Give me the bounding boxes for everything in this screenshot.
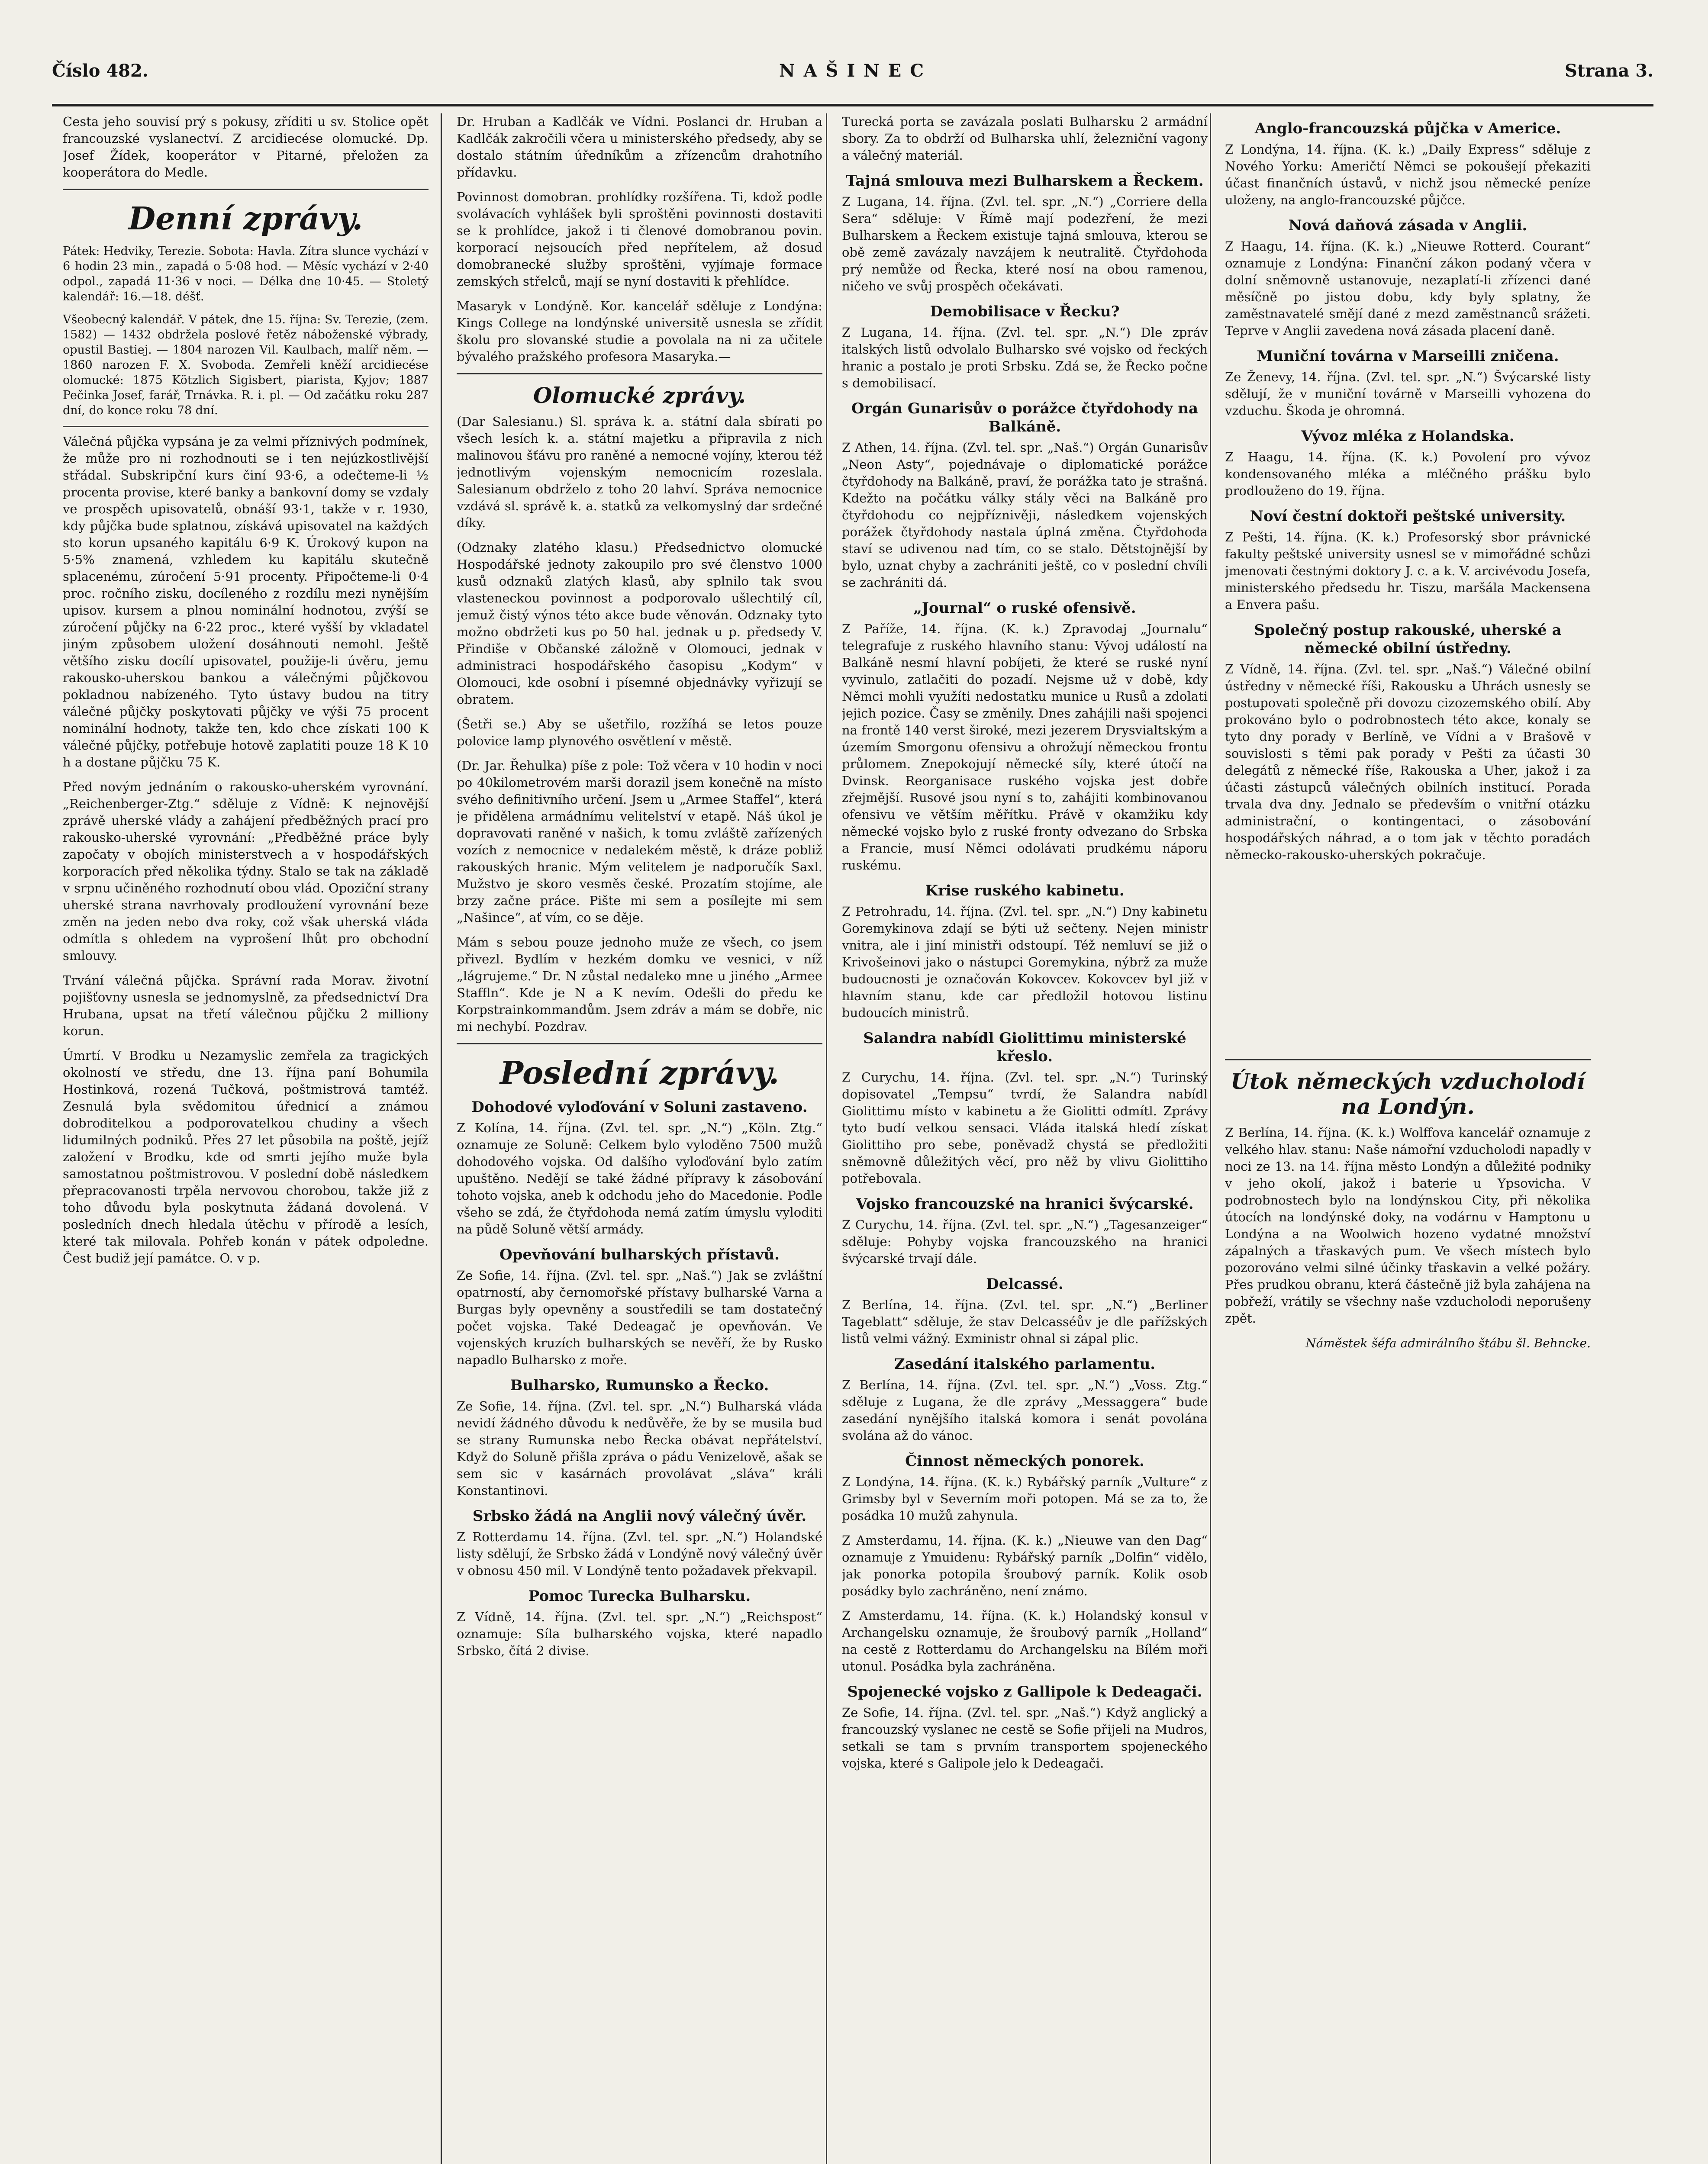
section-rule bbox=[63, 189, 429, 190]
article-paragraph: Ze Sofie, 14. října. (Zvl. tel. spr. „Naš.“) Když anglický a francouzský vyslanec ne cestě se Sofie přijeli na Mudros, setkali se tam s prvním transportem spojeneckého vojska, které s Galipole jelo k Dedeagači. bbox=[842, 1705, 1208, 1771]
article-paragraph: Z Amsterdamu, 14. října. (K. k.) Holandský konsul v Archangelsku oznamuje, že šroubový parník „Holland“ na cestě z Rotterdamu do Archangelsku na Bílém moři utonul. Posádka byla zachráněna. bbox=[842, 1608, 1208, 1674]
article-headline: Tajná smlouva mezi Bulharskem a Řeckem. bbox=[846, 172, 1204, 190]
column-divider bbox=[1210, 113, 1211, 2164]
article-paragraph: Cesta jeho souvisí prý s pokusy, zříditi u sv. Stolice opět francouzské vyslanectví. Z arcidiecése olomucké. Dp. Josef Žídek, kooperátor v Pitarné, přeložen za kooperátora do Medle. bbox=[63, 114, 429, 180]
section-title-denni: Denní zprávy. bbox=[128, 200, 363, 237]
article-headline: Krise ruského kabinetu. bbox=[925, 882, 1125, 899]
article-paragraph: Z Athen, 14. října. (Zvl. tel. spr. „Naš.“) Orgán Gunarisův „Neon Asty“, pojednávaje o diplomatické porážce čtyřdohody na Balkáně, praví, že porážka tato je strašná. Kdežto na počátku války stály věci na Balkáně pro čtyřdohodu co nejpříznivěji, následkem vojenských porážek čtyřdohody nastala úplná změna. Čtyřdohoda staví se udivenou nad tím, co se stalo. Dětstojnější by bylo, uznat chyby a zachrániti ještě, co v poslední chvíli se zachrániti dá. bbox=[842, 440, 1208, 590]
section-rule bbox=[457, 1043, 822, 1044]
article-paragraph: Dr. Hruban a Kadlčák ve Vídni. Poslanci dr. Hruban a Kadlčák zakročili včera u ministerského předsedy, aby se dostalo státním úředníkům a zřízencům drahotního přídavku. bbox=[457, 114, 822, 180]
article-paragraph: Z Rotterdamu 14. října. (Zvl. tel. spr. „N.“) Holandské listy sdělují, že Srbsko žádá v Londýně nový válečný úvěr v obnosu 450 mil. V Londýně tento požadavek překvapil. bbox=[457, 1530, 822, 1578]
blank-space bbox=[1225, 871, 1591, 1053]
article-paragraph: (Odznaky zlatého klasu.) Předsednictvo olomucké Hospodářské jednoty zakoupilo pro své členstvo 1000 kusů odznaků zlatých klasů, aby splnilo tak svou vlasteneckou povinnost a podporovalo ušlechtilý cíl, jemuž čistý výnos této akce bude věnován. Odznaky tyto možno obdržeti kus po 50 hal. jednak u p. předsedy V. Přindiše v Občanské záložně v Olomouci, jednak v administraci hospodářského časopisu „Kodym“ v Olomouci, kde osobní i písemné objednávky vyřizují se obratem. bbox=[457, 540, 822, 707]
page-number: Strana 3. bbox=[1564, 61, 1653, 81]
article-headline-utok: Útok německých vzducholodí na Londýn. bbox=[1231, 1069, 1585, 1119]
article-paragraph: Mám s sebou pouze jednoho muže ze všech, co jsem přivezl. Bydlím v hezkém domku ve vesnici, v níž „lágrujeme.“ Dr. N zůstal nedaleko mne u jiného „Armee Staffln“. Kde je N a K nevím. Odešli do předu ke Korpstrainkommandům. Jsem zdráv a mám se dobře, nic mi nechybí. Pozdrav. bbox=[457, 935, 822, 1034]
column-2 bbox=[457, 113, 822, 2164]
article-headline: Opevňování bulharských přístavů. bbox=[499, 1246, 780, 1263]
column-1 bbox=[63, 113, 429, 2164]
article-paragraph: Masaryk v Londýně. Kor. kancelář sděluje z Londýna: Kings College na londýnské universitě usnesla se zřídit školu pro slovanské studie a povolala na ni za učitele bývalého pražského profesora Masaryka.— bbox=[457, 299, 822, 364]
masthead-title: NAŠINEC bbox=[779, 61, 933, 81]
article-paragraph: Úmrtí. V Brodku u Nezamyslic zemřela za tragických okolností ve středu, dne 13. října paní Bohumila Hostinková, rozená Tučková, poštmistrová tamtéž. Zesnulá byla svědomitou úřednicí a známou dobroditelkou a podporovatelkou chudiny a všech lidumilných podniků. Přes 27 let působila na poště, jejíž založení v Brodku, kde od smrti jejího muže byla samostatnou poštmistrovou. V poslední době následkem přepracovanosti trpěla nervovou chorobou, takže již z toho důvodu byla poskytnuta žádaná dovolená. V posledních dnech hledala útěchu v přírodě a lesích, které tak milovala. Pohřeb konán v pátek odpoledne. Čest budiž její památce. O. v p. bbox=[63, 1048, 429, 1266]
article-headline: Pomoc Turecka Bulharsku. bbox=[528, 1588, 751, 1605]
article-headline: Dohodové vyloďování v Soluni zastaveno. bbox=[471, 1098, 808, 1116]
article-paragraph: Z Lugana, 14. října. (Zvl. tel. spr. „N.“) Dle zpráv italských listů odvolalo Bulharsko své vojsko od řeckých hranic a postalo je proti Srbsku. Zdá se, že Řecko počne s demobilisací. bbox=[842, 325, 1208, 390]
article-headline: Muniční továrna v Marseilli zničena. bbox=[1257, 348, 1559, 365]
article-paragraph: Turecká porta se zavázala poslati Bulharsku 2 armádní sbory. Za to obdrží od Bulharska uhlí, železniční vagony a válečný materiál. bbox=[842, 114, 1208, 163]
calendar-paragraph: Všeobecný kalendář. V pátek, dne 15. října: Sv. Terezie, (zem. 1582) — 1432 obdržela poslové řetěz náboženské výbrady, opustil Bastiej. — 1804 narozen Vil. Kaulbach, malíř něm. — 1860 narozen F. X. Svoboda. Zemřeli kněží arcidiecése olomucké: 1875 Kötzlich Sigisbert, piarista, Kyjov; 1887 Pečinka Josef, farář, Trnávka. R. i. pl. — Od začátku roku 287 dní, do konce roku 78 dní. bbox=[63, 313, 429, 417]
article-headline: Salandra nabídl Giolittimu ministerské křeslo. bbox=[863, 1030, 1186, 1065]
article-paragraph: Z Vídně, 14. října. (Zvl. tel. spr. „Naš.“) Válečné obilní ústředny v německé říši, Rakousku a Uhrách usnesly se postupovati společně při dovozu cizozemského obilí. Aby prokováno bylo o podrobnostech této akce, konaly se tyto dny porady v Berlíně, ve Vídni a v Brašově v souvislosti s těmi pak porady v Pešti za účasti 30 delegátů z německé říše, Rakouska a Uher, jakož i za účasti zástupců válečných obilních institucí. Porada trvala dva dny. Jednalo se především o vnitřní otázku administrační, o kontingentaci, o zásobování hospodářských náhrad, a o tom jak v těchto poradách německo-rakousko-uherských pokračuje. bbox=[1225, 662, 1591, 862]
article-paragraph: Z Curychu, 14. října. (Zvl. tel. spr. „N.“) Turinský dopisovatel „Tempsu“ tvrdí, že Salandra nabídl Giolittimu místo v kabinetu a že Giolitti odmítl. Zprávy tyto budí velkou sensaci. Vláda italská hledí získat Giolittiho pro sebe, poněvadž chystá se předložiti sněmovně důležitých věcí, pro něž by vlivu Giolittiho potřebovala. bbox=[842, 1070, 1208, 1186]
page-header bbox=[52, 61, 1653, 91]
article-paragraph: Z Lugana, 14. října. (Zvl. tel. spr. „N.“) „Corriere della Sera“ sděluje: V Římě mají podezření, že mezi Bulharskem a Řeckem existuje tajná smlouva, kterou se obě země zavázaly navzájem k neutralitě. Čtyřdohoda prý nemůže od Řecka, které nosí na obou ramenou, ničeho ve svůj prospěch očekávati. bbox=[842, 194, 1208, 293]
article-paragraph: (Šetři se.) Aby se ušetřilo, rozžíhá se letos pouze polovice lamp plynového osvětlení v městě. bbox=[457, 717, 822, 748]
signature-line: Náměstek šéfa admirálního štábu šl. Behncke. bbox=[1305, 1336, 1591, 1350]
article-paragraph: Z Londýna, 14. října. (K. k.) Rybářský parník „Vulture“ z Grimsby byl v Severním moři potopen. Má se za to, že posádka 10 mužů zahynula. bbox=[842, 1475, 1208, 1523]
article-paragraph: Před novým jednáním o rakousko-uherském vyrovnání. „Reichenberger-Ztg.“ sděluje z Vídně: K nejnovější zprávě uherské vlády a zahájení předběžných prací pro rakousko-uherské vyrovnání: „Předběžné práce byly započaty v obojích ministerstvech a v hospodářských korporacích před několika týdny. Stalo se tak na základě v srpnu učiněného rozhodnutí obou vlád. Opoziční strany uherské strana navrhovaly prodloužení vyrovnání beze změn na jeden nebo dva roky, což však uherská vláda odmítla s ohledem na vyprošení lhůt pro obchodní smlouvy. bbox=[63, 779, 429, 963]
article-headline: Spojenecké vojsko z Gallipole k Dedeagači. bbox=[847, 1683, 1202, 1700]
article-headline: Nová daňová zásada v Anglii. bbox=[1288, 217, 1528, 234]
article-headline: Demobilisace v Řecku? bbox=[930, 303, 1120, 320]
article-paragraph: Z Curychu, 14. října. (Zvl. tel. spr. „N.“) „Tagesanzeiger“ sděluje: Pohyby vojska francouzského na hranici švýcarské trvají dále. bbox=[842, 1217, 1208, 1266]
article-paragraph: (Dar Salesianu.) Sl. správa k. a. státní dala sbírati po všech lesích k. a. státní majetku a připravila z nich malinovou šťávu pro raněné a nemocné vojíny, kterou též jednotlivým vojenským nemocnicím rozeslala. Salesianum obdrželo z toho 20 lahví. Správa nemocnice vzdává sl. správě k. a. statků za velkomyslný dar srdečné díky. bbox=[457, 414, 822, 530]
column-divider bbox=[826, 113, 827, 2164]
article-paragraph: Ze Sofie, 14. října. (Zvl. tel. spr. „Naš.“) Jak se zvláštní opatrností, aby černomořské přístavy bulharské Varna a Burgas byly opevněny a soustředili se tam dostatečný počet vojska. Také Dedeagač je opevňován. Ve vojenských kruzích bulharských se nevěří, že by Rusko napadlo Bulharsko z moře. bbox=[457, 1268, 822, 1367]
article-headline: Činnost německých ponorek. bbox=[905, 1452, 1144, 1470]
column-divider bbox=[441, 113, 442, 2164]
issue-number: Číslo 482. bbox=[52, 61, 148, 81]
article-headline: Bulharsko, Rumunsko a Řecko. bbox=[510, 1377, 769, 1394]
article-paragraph: Z Paříže, 14. října. (K. k.) Zpravodaj „Journalu“ telegrafuje z ruského hlavního stanu: Vývoj událostí na Balkáně nesmí hlavní pobíjeti, že které se ruské nyní vyvinulo, zatlačiti do pozadí. Nejsme už v době, kdy Němci mohli využíti nedostatku munice u Rusů a zdolati jejich pozice. Časy se změnily. Dnes zahájili naši spojenci na frontě 140 verst široké, mezi jezerem Drysvialtským a územím Smorgonu ofensivu a ohrožují německou frontu průlomem. Znepokojují německé síly, které útočí na Dvinsk. Reorganisace ruského vojska jest dobře zřejmější. Rusové jsou nyní s to, zahájiti kombinovanou ofensivu ve větším měřítku. Právě v okamžiku kdy německé vojsko bylo z ruské fronty odvezano do Srbska a Francie, musí Němci odolávati prudkému náporu ruskému. bbox=[842, 622, 1208, 873]
article-headline: Společný postup rakouské, uherské a německé obilní ústředny. bbox=[1254, 622, 1562, 657]
section-rule bbox=[1225, 1059, 1591, 1060]
article-paragraph: (Dr. Jar. Řehulka) píše z pole: Tož včera v 10 hodin v noci po 40kilometrovém marši dorazil jsem konečně na místo svého definitivního určení. Jsem u „Armee Staffel“, která je přidělena armádnímu velitelství v etapě. Náš úkol je dopravovati raněné v našich, k tomu zvláště zařízených vozích z nemocnice v nedalekém městě, k dráze pobliž rakouských hranic. Mým velitelem je nadporučík Saxl. Mužstvo je skoro vesměs české. Prozatím stojíme, ale brzy začne práce. Pište mi sem a posílejte mi sem „Našince“, ať vím, co se děje. bbox=[457, 758, 822, 925]
article-headline: Vojsko francouzské na hranici švýcarské. bbox=[856, 1195, 1194, 1213]
article-paragraph: Z Kolína, 14. října. (Zvl. tel. spr. „N.“) „Köln. Ztg.“ oznamuje ze Soluně: Celkem bylo vyloděno 7500 mužů dohodového vojska. Od dalšího vyloďování bylo zatím upuštěno. Nedějí se také žádné přípravy k zásobování tohoto vojska, aneb k odchodu jeho do Macedonie. Podle všeho se zdá, že čtyřdohoda nemá zatím úmyslu vyloditi na půdě Soluně větší armády. bbox=[457, 1121, 822, 1237]
article-paragraph: Ze Sofie, 14. října. (Zvl. tel. spr. „N.“) Bulharská vláda nevidí žádného důvodu k nedůvěře, že by se musila bud se strany Rumunska nebo Řecka obávat nepřátelství. Když do Soluně přišla zpráva o pádu Venizelově, ašak se sem sic v kasárnách provolávat „sláva“ králi Konstantinovi. bbox=[457, 1399, 822, 1498]
column-3 bbox=[842, 113, 1208, 2164]
article-paragraph: Ze Ženevy, 14. října. (Zvl. tel. spr. „N.“) Švýcarské listy sdělují, že v muniční továrně v Marseilli vyhozena do vzduchu. Škoda je ohromná. bbox=[1225, 370, 1591, 418]
article-paragraph: Trvání válečná půjčka. Správní rada Morav. životní pojišťovny usnesla se jednomyslně, za předsednictví Dra Hrubana, upsat na třetí válečnou půjčku 2 milliony korun. bbox=[63, 973, 429, 1038]
section-title-olomucke: Olomucké zprávy. bbox=[533, 383, 746, 408]
article-paragraph: Z Vídně, 14. října. (Zvl. tel. spr. „N.“) „Reichspost“ oznamuje: Síla bulharského vojska, které napadlo Srbsko, čítá 2 divise. bbox=[457, 1610, 822, 1658]
header-rule bbox=[52, 104, 1653, 106]
article-paragraph: Z Berlína, 14. října. (Zvl. tel. spr. „N.“) „Voss. Ztg.“ sděluje z Lugana, že dle zprávy „Messaggera“ bude zasedání nynějšího italská komora i senát povolána svolána až do vánoc. bbox=[842, 1378, 1208, 1443]
article-paragraph: Z Londýna, 14. října. (K. k.) „Daily Express“ sděluje z Nového Yorku: Američtí Němci se pokoušejí překaziti účast finančních ústavů, v nichž jsou německé peníze uloženy, na anglo-francouzské půjčce. bbox=[1225, 142, 1591, 207]
article-headline: Anglo-francouzská půjčka v Americe. bbox=[1254, 120, 1561, 137]
article-paragraph: Povinnost domobran. prohlídky rozšířena. Ti, kdož podle svolávacích vyhlášek byli sproštěni povinnosti dostaviti se k prohlídce, jakož i ti členové domobranou povin. korporací nejsoucích před nepřítelem, až dosud domobranecké služby sproštěni, vyjímaje formace zemských střelců, mají se nyní dostaviti k přehlídce. bbox=[457, 190, 822, 289]
article-headline: Delcassé. bbox=[986, 1275, 1063, 1293]
article-paragraph: Z Petrohradu, 14. října. (Zvl. tel. spr. „N.“) Dny kabinetu Goremykinova zdají se býti už sečteny. Nejen ministr vnitra, ale i jiní ministři odstoupí. Též nemluví se již o Krivošeinovi jako o nástupci Goremykina, nýbrž za muže budoucnosti je označován Kokovcev. Kokovcev byl již v hlavním stanu, kde car předložil hotovou listinu budoucích ministrů. bbox=[842, 904, 1208, 1020]
article-headline: Vývoz mléka z Holandska. bbox=[1301, 428, 1515, 445]
article-paragraph: Z Haagu, 14. října. (K. k.) „Nieuwe Rotterd. Courant“ oznamuje z Londýna: Finanční zákon podaný včera v dolní sněmovně ustanovuje, nezaplatí-li zřízenci dané měsíčně po jistou dobu, kdy byly splatny, že zaměstnavatelé smějí dané z mezd zaměstnanců srážeti. Teprve v Anglii zavedena nová zásada placení daně. bbox=[1225, 239, 1591, 338]
section-rule bbox=[457, 373, 822, 374]
article-headline: Noví čestní doktoři peštské university. bbox=[1250, 508, 1566, 525]
calendar-paragraph: Pátek: Hedviky, Terezie. Sobota: Havla. Zítra slunce vychází v 6 hodin 23 min., zapadá o 5·08 hod. — Měsíc vychází v 2·40 odpol., zapadá 11·36 v noci. — Délka dne 10·45. — Stoletý kalendář: 16.—18. déšť. bbox=[63, 245, 429, 303]
article-headline: Srbsko žádá na Anglii nový válečný úvěr. bbox=[472, 1507, 807, 1525]
article-paragraph: Z Haagu, 14. října. (K. k.) Povolení pro vývoz kondensovaného mléka a mléčného prášku bylo prodlouženo do 19. října. bbox=[1225, 450, 1591, 498]
section-title-posledni: Poslední zprávy. bbox=[500, 1054, 780, 1091]
article-headline: Orgán Gunarisův o porážce čtyřdohody na Balkáně. bbox=[851, 400, 1199, 435]
article-paragraph: Z Berlína, 14. října. (Zvl. tel. spr. „N.“) „Berliner Tageblatt“ sděluje, že stav Delcasséův je dle pařížských listů velmi vážný. Exministr ohnal si zápal plic. bbox=[842, 1298, 1208, 1346]
article-paragraph: Z Berlína, 14. října. (K. k.) Wolffova kancelář oznamuje z velkého hlav. stanu: Naše námořní vzducholodi napadly v noci ze 13. na 14. října město Londýn a důležité podniky v jeho okolí, jakož i baterie u Ypsovicha. V podrobnostech bylo na londýnskou City, při několika útocích na londýnské doky, na vodárnu v Hamptonu u Londýna a na Woolwich hozeno vydatné množství zápalných a třaskavých pum. Ve všech místech bylo pozorováno velmi silné účinky třaskavin a velké požáry. Přes prudkou obranu, která částečně již byla zahájena na pobřeží, vrátily se všechny naše vzducholodi neporušeny zpět. bbox=[1225, 1125, 1591, 1326]
article-headline: Zasedání italského parlamentu. bbox=[894, 1356, 1156, 1373]
article-headline: „Journal“ o ruské ofensivě. bbox=[913, 599, 1136, 617]
column-4 bbox=[1225, 113, 1591, 2164]
article-paragraph: Z Pešti, 14. října. (K. k.) Profesorský sbor právnické fakulty peštské university usnesl se v mimořádné schůzi jmenovati čestnými doktory J. c. a k. V. arcivévodu Josefa, ministerského předsedu hr. Tiszu, maršála Mackensena a Envera pašu. bbox=[1225, 530, 1591, 612]
article-paragraph: Válečná půjčka vypsána je za velmi příznivých podmínek, že může pro ni rozhodnouti se i ten nejúzkostlivější střádal. Subskripční kurs činí 93·6, a odečteme-li ½ procenta provise, které banky a bankovní domy se vzdaly ve prospěch upisovatelů, obnáší 93·1, takže v r. 1930, kdy půjčka bude splatnou, získává upisovatel na každých sto korun upsaného kapitálu 6·9 K. Úrokový kupon na 5·5% znamená, vzhledem ku kapitálu skutečně splacenému, zúročení 5·91 procenty. Připočteme-li 0·4 proc. ročního zisku, docíleného z rozdílu mezi nynějším upisov. kursem a plnou nominální hodnotou, zvýší se zúročení půjčky na 6·22 proc., které vyšší by vkladatel jiným způsobem uložení dosáhnouti nemohl. Ještě většího zisku docílí upisovatel, použije-li úvěru, jemu rakousko-uherskou bankou a válečnými půjčkovou pokladnou nabízeného. Tyto ústavy budou na titry válečné půjčky poskytovati půjčky ve výši 75 procent nominální hodnoty, takže ten, kdo chce získati 100 K válečné půjčky, potřebuje hotově zaplatiti pouze 18 K 10 h a dostane půjčku 75 K. bbox=[63, 434, 429, 770]
article-paragraph: Z Amsterdamu, 14. října. (K. k.) „Nieuwe van den Dag“ oznamuje z Ymuidenu: Rybářský parník „Dolfin“ vidělo, jak ponorka potopila šroubový parník. Kolik osob posádky bylo zachráněno, není známo. bbox=[842, 1533, 1208, 1598]
section-rule bbox=[63, 426, 429, 427]
